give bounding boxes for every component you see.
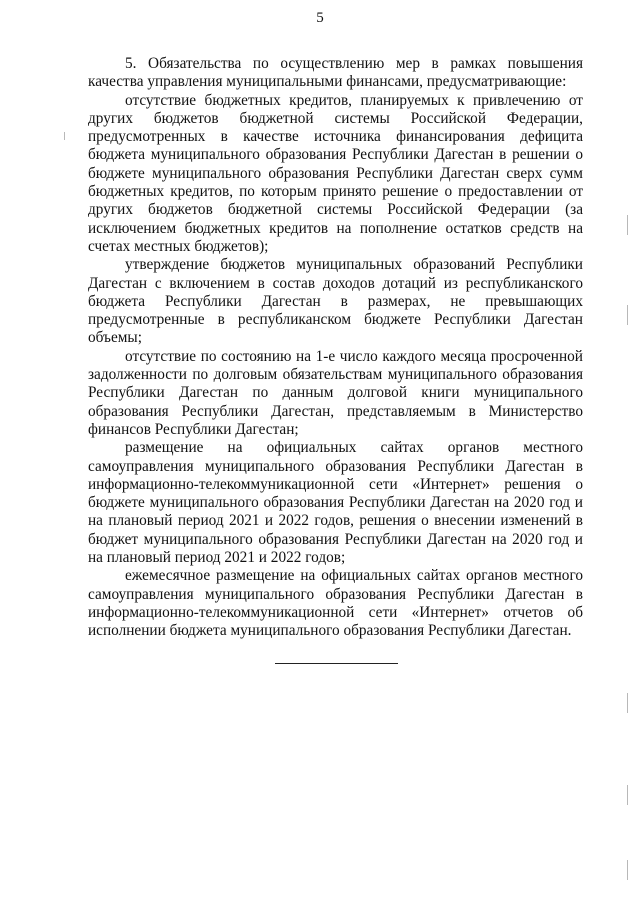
scan-edge-mark: [627, 215, 628, 235]
paragraph-monthly-reports: ежемесячное размещение на официальных сайтах органов местного самоуправления муниципального образования Республики Дагестан в информационно-телекоммуникационной сети «Интернет» отчетов об исполнении бюджета муниципального образования Республики Дагестан.: [88, 567, 583, 640]
separator-line: [275, 663, 398, 664]
paragraph-website-publication: размещение на официальных сайтах органов местного самоуправления муниципального образования Республики Дагестан в информационно-телекоммуникационной сети «Интернет» решения о бюджете муниципального образования Республики Дагестан на 2020 год и на плановый период 2021 и 2022 годов, решения о внесении изменений в бюджет муниципального образования Республики Дагестан на 2020 год и на плановый период 2021 и 2022 годов;: [88, 439, 583, 567]
paragraph-budget-approval: утверждение бюджетов муниципальных образований Республики Дагестан с включением в состав доходов дотаций из республиканского бюджета Республики Дагестан в размерах, не превышающих предусмотренные в республиканском бюджете Республики Дагестан объемы;: [88, 256, 583, 347]
paragraph-overdue-debt: отсутствие по состоянию на 1-е число каждого месяца просроченной задолженности по долговым обязательствам муниципального образования Республики Дагестан по данным долговой книги муниципального образования Республики Дагестан, представляемым в Министерство финансов Республики Дагестан;: [88, 347, 583, 438]
scan-edge-mark: [627, 785, 628, 805]
paragraph-obligations-heading: 5. Обязательства по осуществлению мер в рамках повышения качества управления муниципальными финансами, предусматривающие:: [88, 55, 583, 91]
paragraph-budget-credits: отсутствие бюджетных кредитов, планируемых к привлечению от других бюджетов бюджетной системы Российской Федерации, предусмотренных в качестве источника финансирования дефицита бюджета муниципального образования Республики Дагестан в решении о бюджете муниципального образования Республики Дагестан сверх сумм бюджетных кредитов, по которым принято решение о предоставлении от других бюджетов бюджетной системы Российской Федерации (за исключением бюджетных кредитов на пополнение остатков средств на счетах местных бюджетов);: [88, 91, 583, 255]
scan-edge-mark: [627, 693, 628, 713]
document-body: [88, 55, 583, 641]
scan-edge-mark: [627, 305, 628, 325]
scan-edge-mark: [64, 132, 65, 140]
page-number: 5: [316, 10, 324, 26]
scan-edge-mark: [627, 860, 628, 880]
